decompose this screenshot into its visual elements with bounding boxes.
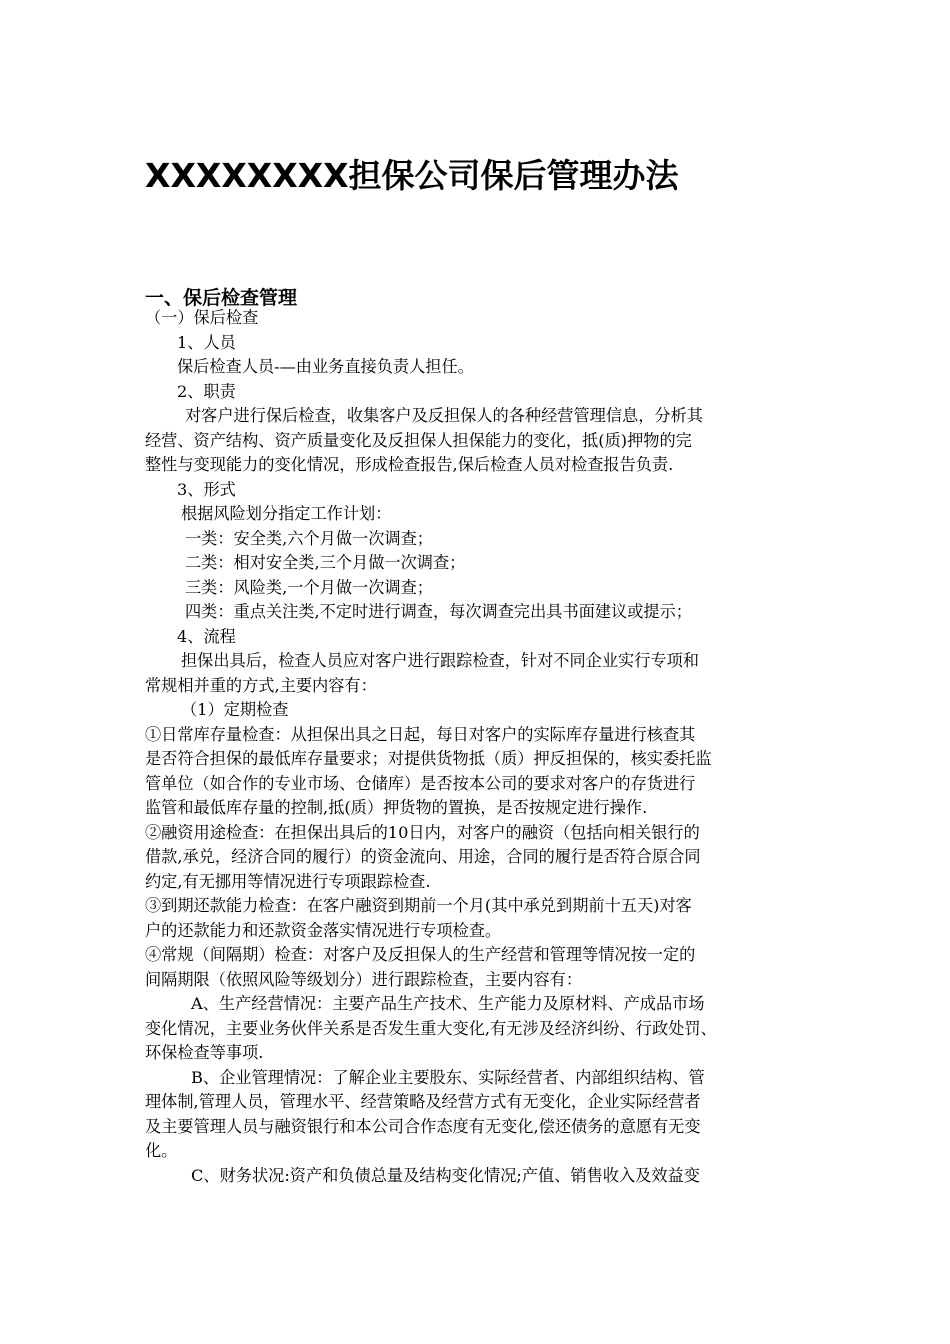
document-title: XXXXXXXX担保公司保后管理办法 (145, 156, 679, 195)
paragraph-line: 及主要管理人员与融资银行和本公司合作态度有无变化,偿还债务的意愿有无变 (145, 1116, 701, 1136)
paragraph-line: 是否符合担保的最低库存量要求；对提供货物抵（质）押反担保的，核实委托监 (145, 749, 712, 768)
paragraph-line: 对客户进行保后检查，收集客户及反担保人的各种经营管理信息，分析其 (185, 406, 703, 425)
list-item: 四类：重点关注类,不定时进行调查，每次调查完出具书面建议或提示； (185, 602, 692, 621)
paragraph-line: 约定,有无挪用等情况进行专项跟踪检查. (145, 871, 431, 891)
paragraph-line: 户的还款能力和还款资金落实情况进行专项检查。 (145, 920, 502, 940)
item-heading: 2、职责 (177, 381, 236, 401)
paragraph-line: 借款,承兑，经济合同的履行）的资金流向、用途，合同的履行是否符合原合同 (145, 847, 701, 866)
item-heading: 3、形式 (177, 479, 236, 499)
paragraph-line: 监管和最低库存量的控制,抵(质）押货物的置换，是否按规定进行操作. (145, 798, 648, 817)
item-heading: 4、流程 (177, 626, 236, 646)
section-heading: 一、保后检查管理 (145, 287, 298, 309)
paragraph-line: ②融资用途检查：在担保出具后的10日内，对客户的融资（包括向相关银行的 (145, 822, 700, 842)
paragraph-line: B、企业管理情况：了解企业主要股东、实际经营者、内部组织结构、管 (191, 1067, 705, 1087)
list-item: 三类：风险类,一个月做一次调查； (185, 577, 433, 597)
paragraph-line: 常规相并重的方式,主要内容有： (145, 675, 377, 695)
paragraph-line: 经营、资产结构、资产质量变化及反担保人担保能力的变化，抵(质)押物的完 (145, 430, 692, 450)
subsection-heading: （1）定期检查 (181, 700, 289, 719)
paragraph-line: ③到期还款能力检查：在客户融资到期前一个月(其中承兑到期前十五天)对客 (145, 896, 692, 915)
paragraph-line: ④常规（间隔期）检查：对客户及反担保人的生产经营和管理等情况按一定的 (145, 945, 696, 964)
document-body (145, 306, 817, 1188)
paragraph-line: 化。 (145, 1141, 178, 1160)
paragraph-line: 担保出具后，检查人员应对客户进行跟踪检查，针对不同企业实行专项和 (181, 651, 699, 670)
item-heading: 1、人员 (177, 332, 236, 352)
list-item: 二类：相对安全类,三个月做一次调查； (185, 553, 466, 572)
paragraph-line: 保后检查人员-—由业务直接负责人担任。 (177, 357, 474, 376)
paragraph-line: 理体制,管理人员，管理水平、经营策略及经营方式有无变化，企业实际经营者 (145, 1092, 701, 1111)
subsection-heading: （一）保后检查 (145, 308, 259, 327)
list-item: 一类：安全类,六个月做一次调查； (185, 528, 433, 548)
paragraph-line: 变化情况，主要业务伙伴关系是否发生重大变化,有无涉及经济纠纷、行政处罚、 (145, 1018, 717, 1038)
paragraph-line: 环保检查等事项. (145, 1043, 264, 1062)
paragraph-line: 管单位（如合作的专业市场、仓储库）是否按本公司的要求对客户的存货进行 (145, 773, 696, 793)
paragraph-line: A、生产经营情况：主要产品生产技术、生产能力及原材料、产成品市场 (191, 994, 705, 1013)
paragraph-line: 根据风险划分指定工作计划： (181, 504, 392, 523)
paragraph-line: 间隔期限（依照风险等级划分）进行跟踪检查，主要内容有： (145, 969, 583, 989)
paragraph-line: ①日常库存量检查：从担保出具之日起，每日对客户的实际库存量进行核查其 (145, 724, 696, 744)
paragraph-line: 整性与变现能力的变化情况，形成检查报告,保后检查人员对检查报告负责. (145, 455, 674, 474)
paragraph-line: C、财务状况:资产和负债总量及结构变化情况;产值、销售收入及效益变 (191, 1165, 700, 1185)
